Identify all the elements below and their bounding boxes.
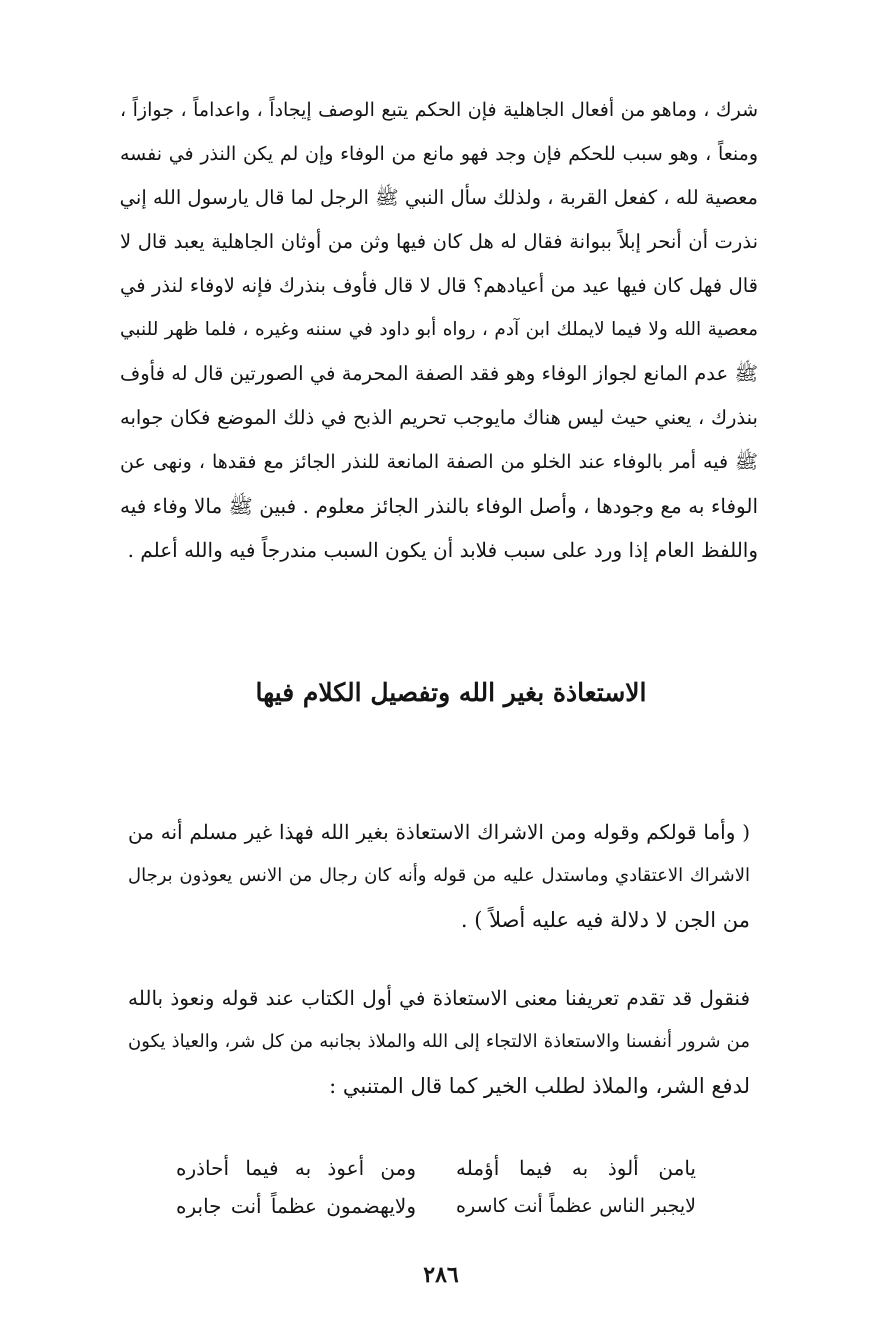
paragraph-response <box>128 976 750 1108</box>
poem-verse <box>176 1186 696 1226</box>
verse-second-hemistich: ولايهضمون عظماً أنت جابره <box>176 1194 416 1218</box>
verse-first-hemistich: لايجبر الناس عظماً أنت كاسره <box>456 1195 696 1217</box>
text-line: الوفاء به مع وجودها ، وأصل الوفاء بالنذر الجائز معلوم . فبين ﷺ مالا وفاء فيه <box>120 494 758 518</box>
section-heading: الاستعاذة بغير الله وتفصيل الكلام فيها <box>255 678 647 707</box>
text-line: شرك ، وماهو من أفعال الجاهلية فإن الحكم يتبع الوصف إيجاداً ، واعداماً ، جوازاً ، <box>120 99 758 121</box>
text-line: معصية الله ولا فيما لايملك ابن آدم ، رواه أبو داود في سننه وغيره ، فلما ظهر للنبي <box>120 319 758 340</box>
text-line: واللفظ العام إذا ورد على سبب فلابد أن يكون السبب مندرجاً فيه والله أعلم . <box>127 538 758 562</box>
text-line: بنذرك ، يعني حيث ليس هناك مايوجب تحريم الذبح في ذلك الموضع فكان جوابه <box>120 406 758 429</box>
text-line: الاشراك الاعتقادي وماستدل عليه من قوله وأنه كان رجال من الانس يعوذون برجال <box>128 865 750 886</box>
text-line: قال فهل كان فيها عيد من أعيادهم؟ قال لا قال فأوف بنذرك فإنه لاوفاء لنذر في <box>120 274 758 297</box>
text-line: من شرور أنفسنا والاستعاذة الالتجاء إلى الله والملاذ بجانبه من كل شر، والعياذ يكون <box>128 1031 750 1052</box>
page-number: ٢٨٦ <box>423 1262 459 1288</box>
text-line: لدفع الشر، والملاذ لطلب الخير كما قال المتنبي : <box>329 1074 750 1098</box>
verse-first-hemistich: يامن ألوذ به فيما أؤمله <box>456 1156 696 1180</box>
text-line: فنقول قد تقدم تعريفنا معنى الاستعاذة في أول الكتاب عند قوله ونعوذ بالله <box>128 986 750 1010</box>
text-line: ومنعاً ، وهو سبب للحكم فإن وجد فهو مانع من الوفاء وإن لم يكن النذر في نفسه <box>120 143 758 165</box>
poem-verse <box>176 1148 696 1188</box>
text-line: ( وأما قولكم وقوله ومن الاشراك الاستعاذة بغير الله فهذا غير مسلم أنه من <box>128 820 750 844</box>
verse-second-hemistich: ومن أعوذ به فيما أحاذره <box>176 1156 416 1180</box>
text-line: معصية لله ، كفعل القربة ، ولذلك سأل النبي ﷺ الرجل لما قال يارسول الله إني <box>119 186 758 209</box>
text-line: من الجن لا دلالة فيه عليه أصلاً ) . <box>460 908 750 932</box>
paragraph-vow-ruling <box>120 88 758 572</box>
text-line: ﷺ عدم المانع لجواز الوفاء وهو فقد الصفة المحرمة في الصورتين قال له فأوف <box>120 362 758 385</box>
text-line: نذرت أن أنحر إبلاً ببوانة فقال له هل كان فيها وثن من أوثان الجاهلية يعبد قال لا <box>120 230 758 253</box>
text-line: ﷺ فيه أمر بالوفاء عند الخلو من الصفة المانعة للنذر الجائز مع فقدها ، ونهى عن <box>120 451 758 473</box>
paragraph-quoted-objection <box>128 810 750 942</box>
